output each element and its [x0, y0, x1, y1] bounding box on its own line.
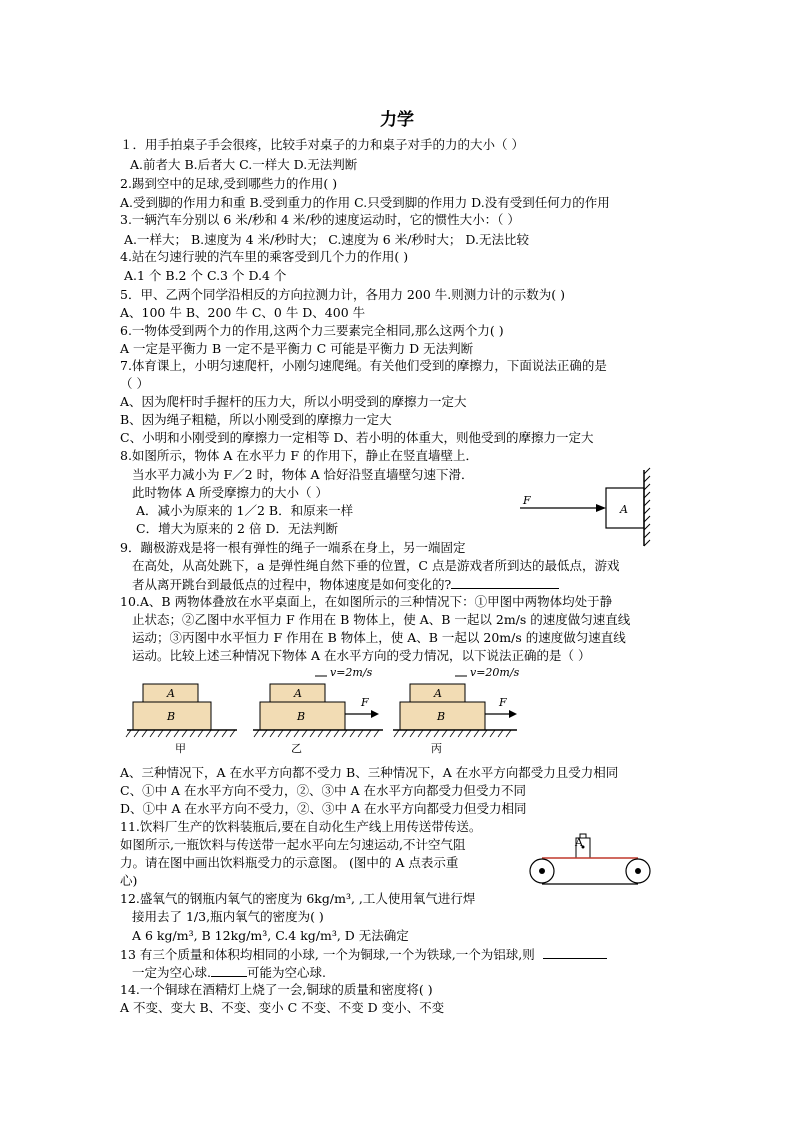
q7-option-cd: C、小明和小刚受到的摩擦力一定相等 D、若小明的体重大，则他受到的摩擦力一定大 — [120, 430, 594, 445]
svg-text:A: A — [434, 687, 442, 700]
q10-stem-3: 运动；③丙图中水平恒力 F 作用在 B 物体上，使 A、B 一起以 20m/s 的速度做匀速直线 — [132, 630, 626, 645]
force-yi: F — [361, 696, 369, 709]
q7-option-b: B、因为绳子粗糙，所以小刚受到的摩擦力一定大 — [120, 412, 392, 427]
svg-text:A: A — [167, 687, 175, 700]
panel-jia — [126, 684, 237, 755]
q11-stem: 11.饮料厂生产的饮料装瓶后,要在自动化生产线上用传送带传送。 — [120, 819, 482, 834]
q10-stem-4: 运动。比较上述三种情况下物体 A 在水平方向的受力情况，以下说法正确的是（ ） — [132, 648, 591, 663]
q10-option-ab: A、三种情况下，A 在水平方向都不受力 B、三种情况下，A 在水平方向都受力且受力相同 — [120, 765, 619, 780]
q4-options: A.1 个 B.2 个 C.3 个 D.4 个 — [124, 268, 287, 283]
panel-yi — [253, 666, 383, 755]
panel-bing — [393, 666, 520, 755]
caption-yi: 乙 — [291, 742, 302, 755]
q12-options: A 6 kg/m³, B 12kg/m³, C.4 kg/m³, D 无法确定 — [132, 928, 409, 943]
q6-options: A 一定是平衡力 B 一定不是平衡力 C 可能是平衡力 D 无法判断 — [120, 341, 474, 356]
q11-stem-2: 如图所示,一瓶饮料与传送带一起水平向左匀速运动,不计空气阻 — [120, 837, 466, 852]
q13-blank-2 — [211, 964, 247, 977]
q12-stem: 12.盛氧气的钢瓶内氧气的密度为 6kg/m³, ,工人使用氧气进行焊 — [120, 891, 476, 906]
q10-stem: 10.A、B 两物体叠放在水平桌面上，在如图所示的三种情况下：①甲图中两物体均处于静 — [120, 594, 613, 609]
q5-options: A、100 牛 B、200 牛 C、0 牛 D、400 牛 — [120, 305, 366, 320]
q1-stem: １．用手拍桌子手会很疼，比较手对桌子的力和桌子对手的力的大小（ ） — [120, 137, 524, 152]
q3-stem: 3.一辆汽车分别以 6 米/秒和 4 米/秒的速度运动时，它的惯性大小：（ ） — [120, 212, 520, 227]
q4-stem: 4.站在匀速行驶的汽车里的乘客受到几个力的作用( ) — [120, 249, 409, 264]
q7-stem: 7.体育课上，小明匀速爬杆，小刚匀速爬绳。有关他们受到的摩擦力，下面说法正确的是 — [120, 358, 607, 373]
q8-stem: 8.如图所示，物体 A 在水平力 F 的作用下，静止在竖直墙壁上． — [120, 448, 479, 463]
q12-stem-2: 接用去了 1/3,瓶内氧气的密度为( ) — [132, 909, 324, 924]
caption-jia: 甲 — [175, 742, 186, 755]
q8-figure — [520, 468, 650, 548]
q9-stem-2: 在高处，从高处跳下，a 是弹性绳自然下垂的位置，C 点是游戏者所到达的最低点，游戏 — [132, 558, 620, 573]
q3-options: A.一样大； B.速度为 4 米/秒时大； C.速度为 6 米/秒时大； D.无法比较 — [124, 232, 529, 247]
svg-text:B: B — [167, 710, 176, 723]
svg-text:A: A — [575, 836, 583, 849]
q10-stem-2: 止状态；②乙图中水平恒力 F 作用在 B 物体上，使 A、B 一起以 2m/s 的速度做匀速直线 — [132, 612, 631, 627]
q5-stem: 5．甲、乙两个同学沿相反的方向拉测力计，各用力 200 牛.则测力计的示数为( ) — [120, 287, 565, 302]
q8-options-ab: A．减小为原来的 1／2 B．和原来一样 — [136, 503, 354, 518]
q13-stem: 13 有三个质量和体积均相同的小球, 一个为铜球,一个为铁球,一个为铝球,则 — [120, 946, 607, 963]
q9-stem-3: 者从离开跳台到最低点的过程中，物体速度是如何变化的? — [132, 576, 559, 593]
q11-stem-4: 心) — [120, 873, 138, 888]
svg-text:B: B — [297, 710, 306, 723]
q8-options-cd: C．增大为原来的 2 倍 D．无法判断 — [136, 521, 338, 536]
caption-bing: 丙 — [431, 742, 442, 755]
q7-option-a: A、因为爬杆时手握杆的压力大，所以小明受到的摩擦力一定大 — [120, 394, 467, 409]
svg-text:A: A — [294, 687, 302, 700]
q2-options: A.受到脚的作用力和重 B.受到重力的作用 C.只受到脚的作用力 D.没有受到任何力的作用 — [120, 195, 610, 210]
q9-answer-blank — [451, 576, 559, 589]
q2-stem: 2.踢到空中的足球,受到哪些力的作用( ) — [120, 176, 338, 191]
q7-stem-cont: （ ） — [120, 376, 149, 391]
page-title: 力学 — [380, 110, 414, 130]
q8-block-label: A — [620, 503, 628, 516]
q8-stem-2: 当水平力减小为 F／2 时，物体 A 恰好沿竖直墙壁匀速下滑． — [132, 467, 474, 482]
q10-option-d: D、①中 A 在水平方向不受力，②、③中 A 在水平方向都受力但受力相同 — [120, 801, 527, 816]
q6-stem: 6.一物体受到两个力的作用,这两个力三要素完全相同,那么这两个力( ) — [120, 323, 504, 338]
q9-stem: 9．蹦极游戏是将一根有弹性的绳子一端系在身上，另一端固定 — [120, 540, 466, 555]
q14-stem: 14.一个铜球在酒精灯上烧了一会,铜球的质量和密度将( ) — [120, 982, 433, 997]
q13-blank-1 — [543, 946, 607, 959]
q11-stem-3: 力。请在图中画出饮料瓶受力的示意图。 (图中的 A 点表示重 — [120, 855, 459, 870]
q8-force-label: F — [523, 494, 531, 507]
q14-options: A 不变、变大 B、不变、变小 C 不变、不变 D 变小、不变 — [120, 1000, 445, 1015]
speed-bing: v=20m/s — [470, 666, 520, 679]
q10-option-c: C、①中 A 在水平方向不受力，②、③中 A 在水平方向都受力但受力不同 — [120, 783, 527, 798]
q11-figure — [530, 832, 655, 892]
speed-yi: v=2m/s — [330, 666, 373, 679]
force-bing: F — [499, 696, 507, 709]
q13-stem-2: 一定为空心球. 可能为空心球. — [132, 965, 326, 980]
svg-text:B: B — [437, 710, 446, 723]
q10-figure — [125, 664, 520, 764]
q1-options: A.前者大 B.后者大 C.一样大 D.无法判断 — [130, 157, 358, 172]
q8-stem-3: 此时物体 A 所受摩擦力的大小（ ） — [132, 485, 328, 500]
